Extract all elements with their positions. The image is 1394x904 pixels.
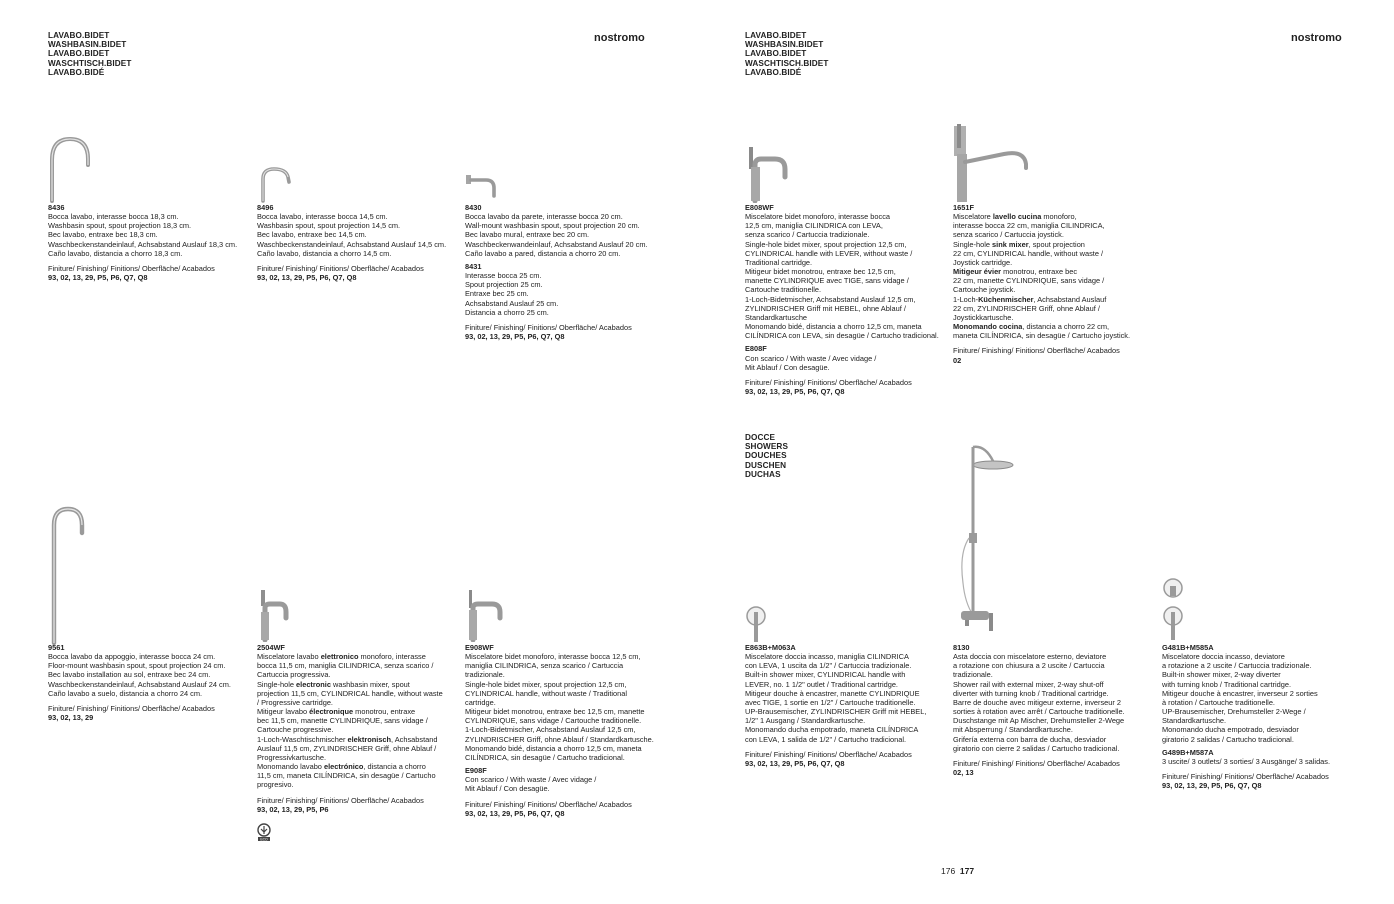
desc-line: giratorio con cierre 2 salidas / Cartucho tradicional. — [953, 743, 1120, 753]
desc-line: senza scarico / Cartuccia tradizionale. — [745, 230, 870, 240]
desc-line: Grifería externa con barra de ducha, desviador — [953, 734, 1107, 744]
right-page — [697, 0, 1394, 904]
desc-line: UP-Brausemischer, Drehumsteller 2-Wege / — [1162, 707, 1306, 717]
product-8496 — [257, 203, 446, 282]
desc-line: Built-in shower mixer, 2-way diverter — [1162, 670, 1281, 680]
desc-line: Bec lavabo, entraxe bec 18,3 cm. — [48, 230, 158, 240]
section-header: LAVABO.BIDET WASHBASIN.BIDET LAVABO.BIDET WASCHTISCH.BIDET LAVABO.BIDÉ — [48, 31, 132, 77]
finish-label: Finiture/ Finishing/ Finitions/ Oberfläche/ Acabados — [953, 758, 1120, 768]
desc-line: Distancia a chorro 25 cm. — [465, 307, 549, 317]
product-G481B-M585A — [1162, 643, 1330, 790]
desc-line: Shower rail with external mixer, 2-way shut-off — [953, 679, 1104, 689]
desc-line: Barre de douche avec mitigeur externe, inverseur 2 — [953, 697, 1122, 707]
page-number-right: 177 — [959, 866, 975, 876]
floor-spout-9561-image — [46, 505, 90, 645]
desc-line: Bec lavabo mural, entraxe bec 20 cm. — [465, 230, 590, 240]
product-8436 — [48, 203, 237, 282]
finish-label: Finiture/ Finishing/ Finitions/ Oberfläche/ Acabados — [257, 795, 424, 805]
product-code: E908WF — [465, 643, 494, 652]
desc-line: 1/2" 1 Ausgang / Standardkartusche. — [745, 716, 866, 726]
finish-values: 93, 02, 13, 29, P5, P6, Q7, Q8 — [1162, 781, 1262, 791]
desc-line: Built-in shower mixer, CYLINDRICAL handle with — [745, 670, 906, 680]
desc-line: Entraxe bec 25 cm. — [465, 289, 529, 299]
desc-line: Miscelatore bidet monoforo, interasse bocca — [745, 212, 891, 222]
desc-line: 1-Loch-Bidetmischer, Achsabstand Auslauf 12,5 cm, — [745, 294, 916, 304]
desc-line: mit Absperrung / Standardkartusche. — [953, 725, 1073, 735]
product-E863B-M063A — [745, 643, 926, 768]
desc-line: Monomando bidé, distancia a chorro 12,5 cm, maneta — [745, 322, 922, 332]
sink-mixer-1651F-image — [952, 124, 1032, 204]
desc-line: with turning knob / Traditional cartridge. — [1162, 679, 1291, 689]
showers-header: DOCCE SHOWERS DOUCHES DUSCHEN DUCHAS — [745, 433, 789, 479]
finish-values: 93, 02, 13, 29, P5, P6, Q7, Q8 — [465, 808, 565, 818]
product-code: G481B+M585A — [1162, 643, 1214, 652]
desc-line: Spout projection 25 cm. — [465, 280, 543, 290]
desc-line: Monomando ducha empotrado, maneta CILÍNDRICA — [745, 725, 919, 735]
desc-line: Wall-mount washbasin spout, spout projection 20 cm. — [465, 221, 640, 231]
finish-label: Finiture/ Finishing/ Finitions/ Oberfläche/ Acabados — [465, 322, 632, 332]
finish-values: 93, 02, 13, 29, P5, P6, Q7, Q8 — [745, 386, 845, 396]
desc-line: Standardkartusche. — [1162, 716, 1227, 726]
brand-name: nostromo — [1291, 32, 1342, 44]
desc-line: CYLINDRICAL handle with LEVER, without waste / — [745, 248, 913, 258]
desc-line: Miscelatore doccia incasso, deviatore — [1162, 652, 1285, 662]
desc-line: à rotation / Cartouche traditionelle. — [1162, 697, 1275, 707]
desc-line: Waschbeckenstandeinlauf, Achsabstand Auslauf 18,3 cm. — [48, 239, 238, 249]
desc-line: Caño lavabo, distancia a chorro 14,5 cm. — [257, 248, 392, 258]
finish-values: 93, 02, 13, 29, P5, P6 — [257, 804, 329, 814]
desc-line: CILÍNDRICA con LEVA, sin desagüe / Cartucho tradicional. — [745, 331, 939, 341]
product-code: 9561 — [48, 643, 65, 652]
desc-line: Floor-mount washbasin spout, spout projection 24 cm. — [48, 661, 226, 671]
desc-line: CYLINDRIQUE, sans vidage / Cartouche traditionelle. — [465, 716, 642, 726]
product-code: 8436 — [48, 203, 65, 212]
faucet-8496-image — [256, 165, 296, 203]
product-9561 — [48, 643, 231, 722]
page-numbers — [941, 866, 974, 876]
product-code: 8496 — [257, 203, 274, 212]
product-code: 8430 — [465, 203, 482, 212]
finish-label: Finiture/ Finishing/ Finitions/ Oberfläche/ Acabados — [1162, 772, 1329, 782]
desc-line: Caño lavabo a pared, distancia a chorro 20 cm. — [465, 248, 621, 258]
desc-line: Caño lavabo a suelo, distancia a chorro 24 cm. — [48, 688, 203, 698]
finish-values: 93, 02, 13, 29, P5, P6, Q7, Q8 — [745, 758, 845, 768]
desc-line: Mitigeur douche à encastrer, manette CYLINDRIQUE — [745, 688, 920, 698]
product-8430 — [465, 203, 648, 341]
desc-line: con LEVA, 1 uscita da 1/2" / Cartuccia tradizionale. — [745, 661, 912, 671]
desc-line: con LEVA, 1 salida de 1/2" / Cartucho tradicional. — [745, 734, 907, 744]
desc-line: LEVER, no. 1 1/2" outlet / Traditional cartridge. — [745, 679, 898, 689]
desc-line: a rotazione a 2 uscite / Cartuccia tradizionale. — [1162, 661, 1312, 671]
product-description: Miscelatore lavello cucina monoforo, interasse bocca 22 cm, maniglia CILINDRICA, senza scarico / Cartuccia joystick. Single-hole sink mixer, spout projection 22 cm, CYLINDRICAL handle, without waste / Joystick cartridge. Mitigeur évier monotrou, entraxe bec 22 cm, manette CYLINDRIQUE, sans vidage / Cartouche joystick. 1-Loch-Küchenmischer, Achsabstand Auslauf 22 cm, ZYLINDRISCHER Griff, ohne Ablauf / Joystickkartusche. Monomando cocina, distancia a chorro 22 cm, maneta CILÍNDRICA, sin desagüe / Cartucho joystick. — [953, 212, 1131, 341]
finish-values: 93, 02, 13, 29, P5, P6, Q7, Q8 — [465, 332, 565, 342]
desc-line: Con scarico / With waste / Avec vidage / — [745, 353, 877, 363]
desc-line: Traditional cartridge. — [745, 257, 813, 267]
shower-column-8130-image — [959, 443, 1027, 641]
desc-line: Waschbeckenwandeinlauf, Achsabstand Auslauf 20 cm. — [465, 239, 648, 249]
mixer-2504WF-image — [256, 588, 292, 642]
desc-line: Single-hole bidet mixer, spout projection 12,5 cm, — [745, 239, 907, 249]
finish-label: Finiture/ Finishing/ Finitions/ Oberfläche/ Acabados — [465, 799, 632, 809]
finish-label: Finiture/ Finishing/ Finitions/ Oberfläche/ Acabados — [745, 749, 912, 759]
desc-line: Bec lavabo installation au sol, entraxe bec 24 cm. — [48, 670, 211, 680]
product-code: 8130 — [953, 643, 970, 652]
desc-line: Mitigeur bidet monotrou, entraxe bec 12,5 cm, manette — [465, 707, 645, 717]
desc-line: Bocca lavabo, interasse bocca 18,3 cm. — [48, 212, 179, 222]
desc-line: Washbasin spout, spout projection 14,5 cm. — [257, 221, 401, 231]
desc-line: Waschbeckenstandeinlauf, Achsabstand Auslauf 24 cm. — [48, 679, 231, 689]
desc-line: sorties à rotation avec arrêt / Cartouche traditionelle. — [953, 707, 1125, 717]
brand-name: nostromo — [594, 32, 645, 44]
product-code: 2504WF — [257, 643, 285, 652]
desc-line: a rotazione con chiusura a 2 uscite / Cartuccia — [953, 661, 1105, 671]
shower-mixer-E863B-image — [745, 604, 769, 644]
desc-line: tradizionale. — [465, 670, 505, 680]
product-code: E808F — [745, 344, 767, 354]
product-code: 1651F — [953, 203, 974, 212]
desc-line: Miscelatore bidet monoforo, interasse bocca 12,5 cm, — [465, 652, 641, 662]
desc-line: UP-Brausemischer, ZYLINDRISCHER Griff mit HEBEL, — [745, 707, 927, 717]
desc-line: Caño lavabo, distancia a chorro 18,3 cm. — [48, 248, 183, 258]
finish-label: Finiture/ Finishing/ Finitions/ Oberfläche/ Acabados — [953, 346, 1120, 356]
section-header: LAVABO.BIDET WASHBASIN.BIDET LAVABO.BIDET WASCHTISCH.BIDET LAVABO.BIDÉ — [745, 31, 829, 77]
finish-values: 93, 02, 13, 29, P5, P6, Q7, Q8 — [257, 273, 357, 283]
desc-line: CYLINDRICAL handle, without waste / Traditional — [465, 688, 627, 698]
desc-line: Bocca lavabo da appoggio, interasse bocca 24 cm. — [48, 652, 216, 662]
desc-line: manette CYLINDRIQUE avec TIGE, sans vidage / — [745, 276, 909, 286]
desc-line: ZYLINDRISCHER Griff mit HEBEL, ohne Ablauf / — [745, 303, 906, 313]
desc-line: ZYLINDRISCHER Griff, ohne Ablauf / Standardkartusche. — [465, 734, 654, 744]
product-code: G489B+M587A — [1162, 747, 1214, 757]
product-code: 8431 — [465, 261, 482, 271]
desc-line: cartridge. — [465, 697, 496, 707]
finish-label: Finiture/ Finishing/ Finitions/ Oberfläche/ Acabados — [745, 377, 912, 387]
mixer-E908WF-image — [464, 588, 506, 642]
finish-values: 02 — [953, 355, 962, 365]
desc-line: Duschstange mit Ap Mischer, Drehumsteller 2-Wege — [953, 716, 1125, 726]
desc-line: Bocca lavabo da parete, interasse bocca 20 cm. — [465, 212, 623, 222]
finish-values: 93, 02, 13, 29 — [48, 713, 94, 723]
product-code: E808WF — [745, 203, 774, 212]
desc-line: 12,5 cm, maniglia CILINDRICA con LEVA, — [745, 221, 883, 231]
product-E808WF — [745, 203, 939, 396]
desc-line: Mit Ablauf / Con desagüe. — [745, 362, 830, 372]
desc-line: CILÍNDRICA, sin desagüe / Cartucho tradicional. — [465, 752, 625, 762]
product-2504WF — [257, 643, 443, 814]
desc-line: Mit Ablauf / Con desagüe. — [465, 784, 550, 794]
desc-line: diverter with turning knob / Traditional cartridge. — [953, 688, 1109, 698]
desc-line: Asta doccia con miscelatore esterno, deviatore — [953, 652, 1107, 662]
product-code: E863B+M063A — [745, 643, 796, 652]
shower-mixer-G481B-image — [1162, 576, 1188, 642]
finish-label: Finiture/ Finishing/ Finitions/ Oberfläche/ Acabados — [257, 263, 424, 273]
finish-label: Finiture/ Finishing/ Finitions/ Oberfläche/ Acabados — [48, 263, 215, 273]
product-description: Miscelatore lavabo elettronico monoforo, interasse bocca 11,5 cm, maniglia CILINDRICA, senza scarico / Cartuccia progressiva. Single-hole electronic washbasin mixer, spout projection 11,5 cm, CYLINDRICAL handle, without waste / Progressive cartridge. Mitigeur lavabo électronique monotrou, entraxe bec 11,5 cm, manette CYLINDRIQUE, sans vidage / Cartouche progressive. 1-Loch-Waschtischmischer elektronisch, Achsabstand Auslauf 11,5 cm, ZYLINDRISCHER Griff, ohne Ablauf / Progressivkartusche. Monomando lavabo electrónico, distancia a chorro 11,5 cm, maneta CILÍNDRICA, sin desagüe / Cartucho progresivo. — [257, 652, 443, 790]
product-1651F — [953, 203, 1130, 365]
desc-line: Standardkartusche — [745, 312, 808, 322]
desc-line: Con scarico / With waste / Avec vidage / — [465, 775, 597, 785]
desc-line: 3 uscite/ 3 outlets/ 3 sorties/ 3 Ausgänge/ 3 salidas. — [1162, 756, 1331, 766]
desc-line: Mitigeur douche à encastrer, inverseur 2 sorties — [1162, 688, 1318, 698]
desc-line: Cartouche traditionelle. — [745, 285, 822, 295]
desc-line: Washbasin spout, spout projection 18,3 cm. — [48, 221, 192, 231]
desc-line: Interasse bocca 25 cm. — [465, 271, 542, 281]
desc-line: avec TIGE, 1 sortie en 1/2" / Cartouche traditionelle. — [745, 697, 916, 707]
finish-label: Finiture/ Finishing/ Finitions/ Oberfläche/ Acabados — [48, 703, 215, 713]
desc-line: Achsabstand Auslauf 25 cm. — [465, 298, 559, 308]
desc-line: maniglia CILINDRICA, senza scarico / Cartuccia — [465, 661, 624, 671]
desc-line: Monomando ducha empotrado, desviador — [1162, 725, 1299, 735]
desc-line: tradizionale. — [953, 670, 993, 680]
page-number-left: 176 — [941, 866, 956, 876]
wall-spout-8430-image — [464, 172, 500, 200]
faucet-8436-image — [46, 135, 96, 203]
desc-line: Miscelatore doccia incasso, maniglia CILINDRICA — [745, 652, 909, 662]
desc-line: Bocca lavabo, interasse bocca 14,5 cm. — [257, 212, 388, 222]
desc-line: 1-Loch-Bidetmischer, Achsabstand Auslauf 12,5 cm, — [465, 725, 636, 735]
product-8130 — [953, 643, 1125, 777]
desc-line: Single-hole bidet mixer, spout projection 12,5 cm, — [465, 679, 627, 689]
finish-values: 02, 13 — [953, 768, 974, 778]
desc-line: Monomando bidé, distancia a chorro 12,5 cm, maneta — [465, 743, 642, 753]
finish-values: 93, 02, 13, 29, P5, P6, Q7, Q8 — [48, 273, 148, 283]
eco-badge-icon — [257, 823, 271, 842]
product-E908WF — [465, 643, 654, 818]
mixer-E808WF-image — [745, 145, 791, 203]
desc-line: Waschbeckenstandeinlauf, Achsabstand Auslauf 14,5 cm. — [257, 239, 447, 249]
desc-line: Bec lavabo, entraxe bec 14,5 cm. — [257, 230, 367, 240]
desc-line: giratorio 2 salidas / Cartucho tradicional. — [1162, 734, 1294, 744]
badge-label: ECO — [260, 837, 268, 842]
product-code: E908F — [465, 766, 487, 776]
desc-line: Mitigeur bidet monotrou, entraxe bec 12,5 cm, — [745, 267, 896, 277]
